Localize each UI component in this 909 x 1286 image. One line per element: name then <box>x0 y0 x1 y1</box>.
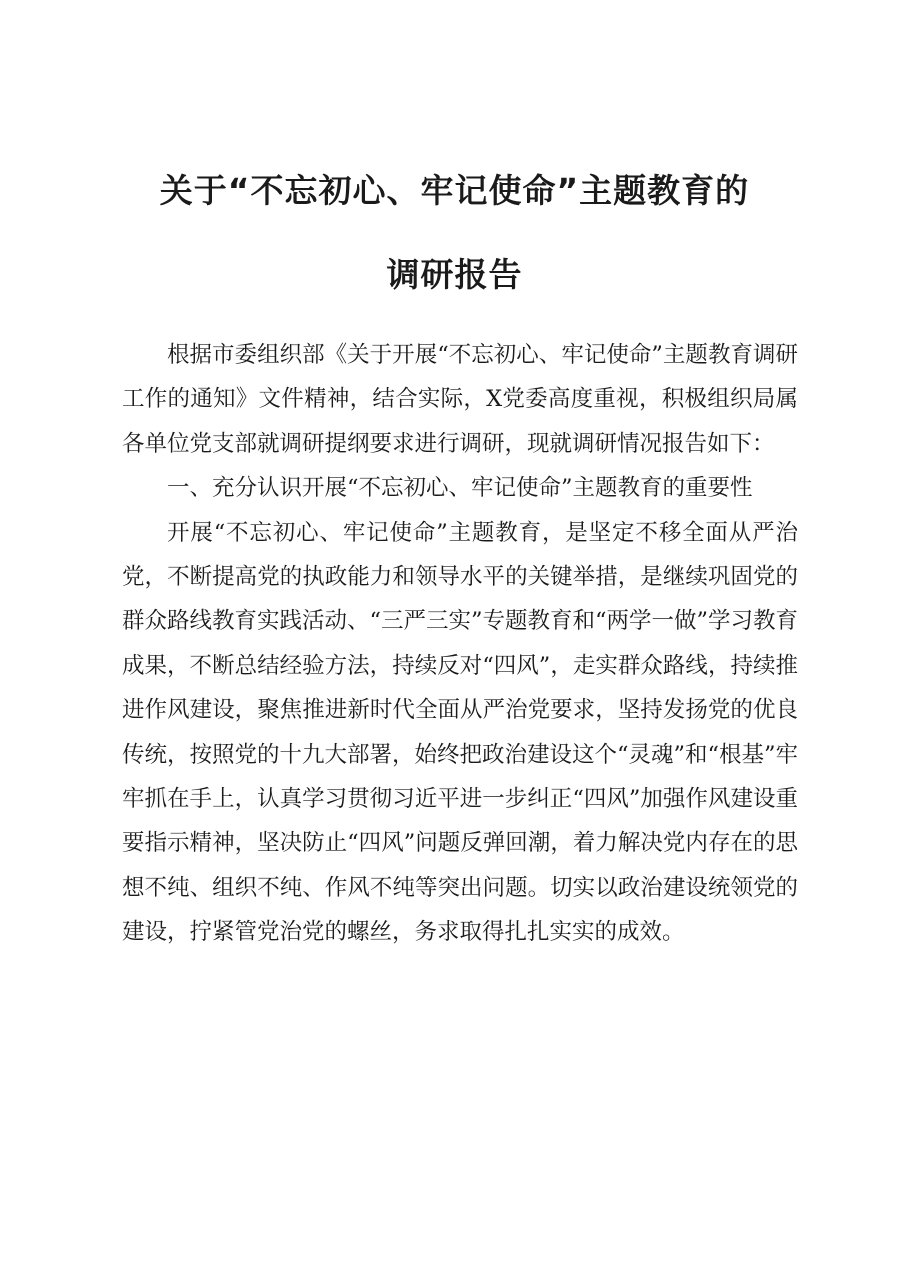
document-body <box>122 333 798 955</box>
paragraph-intro: 根据市委组织部《关于开展“不忘初心、牢记使命”主题教育调研工作的通知》文件精神，结合实际，X党委高度重视，积极组织局属各单位党支部就调研提纲要求进行调研，现就调研情况报告如下： <box>122 342 798 457</box>
section-heading-1: 一、充分认识开展“不忘初心、牢记使命”主题教育的重要性 <box>167 475 753 502</box>
document-title-line-2: 调研报告 <box>386 255 523 294</box>
paragraph-section-1: 开展“不忘初心、牢记使命”主题教育，是坚定不移全面从严治党，不断提高党的执政能力和领导水平的关键举措，是继续巩固党的群众路线教育实践活动、“三严三实”专题教育和“两学一做”学习教育成果，不断总结经验方法，持续反对“四风”，走实群众路线，持续推进作风建设，聚焦推进新时代全面从严治党要求，坚持发扬党的优良传统，按照党的十九大部署，始终把政治建设这个“灵魂”和“根基”牢牢抓在手上，认真学习贯彻习近平进一步纠正“四风”加强作风建设重要指示精神，坚决防止“四风”问题反弹回潮，着力解决党内存在的思想不纯、组织不纯、作风不纯等突出问题。切实以政治建设统领党的建设，拧紧管党治党的螺丝，务求取得扎扎实实的成效。 <box>122 519 799 946</box>
document-title-line-1: 关于“不忘初心、牢记使命”主题教育的 <box>159 171 750 210</box>
